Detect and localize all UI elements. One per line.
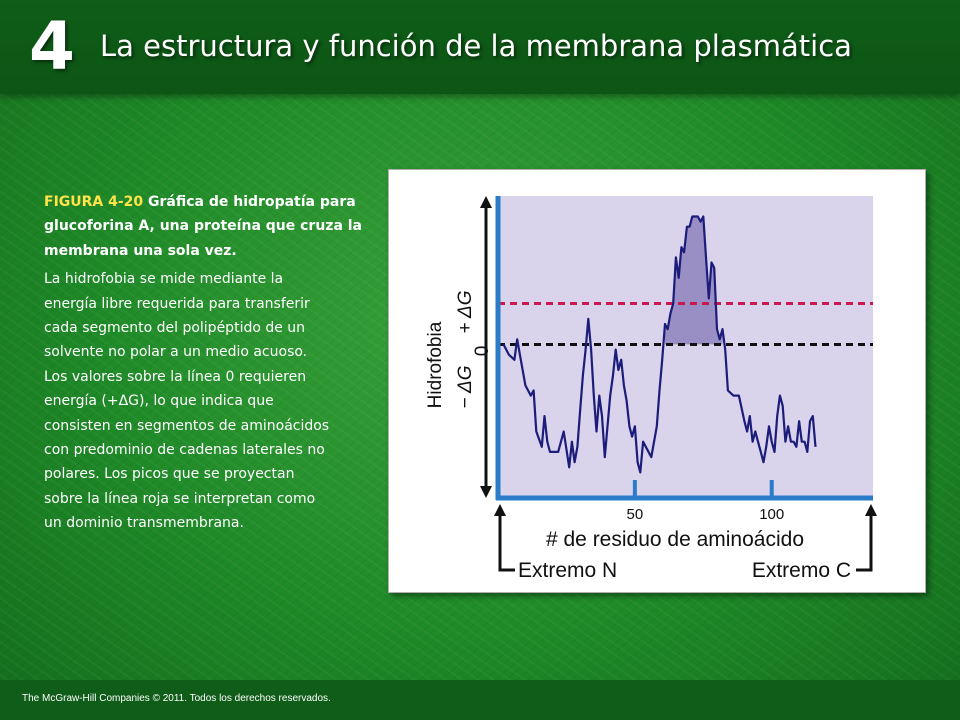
slide-footer — [0, 680, 960, 720]
y-minus-label: − ΔG — [455, 365, 476, 409]
figure-label: FIGURA 4-20 — [44, 194, 144, 210]
page-title: La estructura y función de la membrana plasmática — [100, 29, 852, 63]
chapter-number: 4 — [29, 8, 75, 85]
hydropathy-figure — [388, 169, 926, 593]
figure-title: Gráfica de hidropatía para glucoforina A, una proteína que cruza la membrana una sola vez. — [44, 194, 363, 259]
caption-heading — [44, 190, 374, 263]
figure-caption — [44, 190, 374, 536]
y-zero-label: 0 — [472, 345, 493, 357]
x-tick-label: 50 — [626, 506, 644, 523]
y-plus-label: + ΔG — [455, 290, 476, 334]
copyright-text: The McGraw-Hill Companies © 2011. Todos los derechos reservados. — [22, 693, 331, 704]
x-axis-label: # de residuo de aminoácido — [545, 528, 805, 551]
c-terminus-label: Extremo C — [751, 559, 851, 582]
slide-header — [0, 0, 960, 94]
c-terminus-bracket — [856, 504, 877, 570]
y-axis-label: Hidrofobia — [425, 321, 446, 409]
hydropathy-chart — [389, 170, 927, 594]
x-tick-label: 100 — [759, 506, 785, 523]
n-terminus-label: Extremo N — [518, 559, 618, 582]
n-terminus-bracket — [494, 504, 515, 570]
caption-body: La hidrofobia se mide mediante la energía libre requerida para transferir cada segmento del polipéptido de un solvente no polar a un medio acuoso. Los valores sobre la línea 0 requieren energía (+ΔG), lo que indica que consisten en segmentos de aminoácidos con predominio de cadenas laterales no polares. Los picos que se proyectan sobre la línea roja se interpretan como un dominio transmembrana. — [44, 271, 330, 532]
